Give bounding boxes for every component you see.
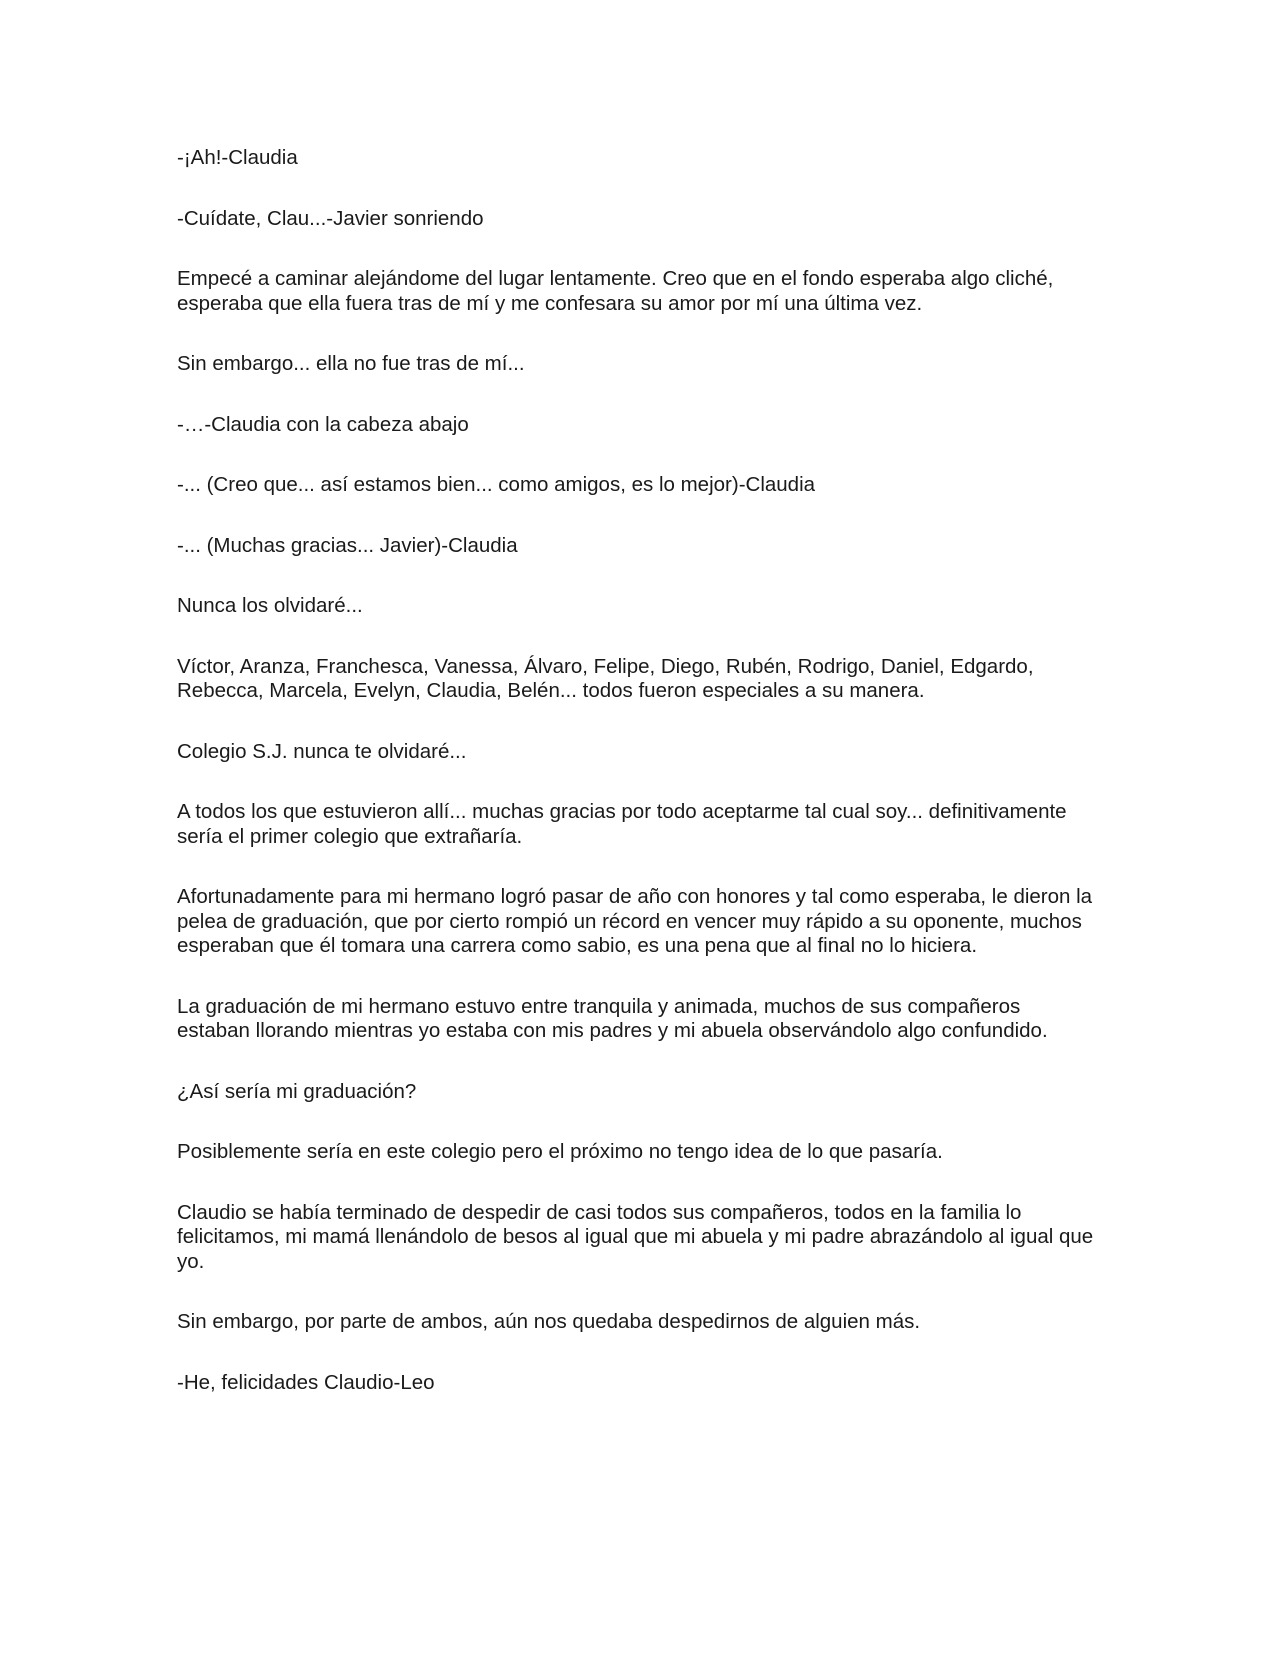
paragraph: Claudio se había terminado de despedir de casi todos sus compañeros, todos en la familia lo felicitamos, mi mamá llenándolo de besos al igual que mi abuela y mi padre abrazándolo al igual que yo. bbox=[177, 1200, 1094, 1273]
paragraph: Víctor, Aranza, Franchesca, Vanessa, Álvaro, Felipe, Diego, Rubén, Rodrigo, Daniel, Edgardo, Rebecca, Marcela, Evelyn, Claudia, Belén... todos fueron especiales a su manera. bbox=[177, 654, 1034, 702]
paragraph: -... (Muchas gracias... Javier)-Claudia bbox=[177, 533, 518, 557]
document-body bbox=[177, 146, 1097, 1431]
paragraph: -…-Claudia con la cabeza abajo bbox=[177, 412, 469, 436]
paragraph: -He, felicidades Claudio-Leo bbox=[177, 1370, 435, 1394]
paragraph: Afortunadamente para mi hermano logró pasar de año con honores y tal como esperaba, le dieron la pelea de graduación, que por cierto rompió un récord en vencer muy rápido a su oponente, muchos esperaban que él tomara una carrera como sabio, es una pena que al final no lo hiciera. bbox=[177, 885, 1093, 957]
paragraph: Posiblemente sería en este colegio pero el próximo no tengo idea de lo que pasaría. bbox=[177, 1140, 943, 1163]
paragraph: Sin embargo... ella no fue tras de mí... bbox=[177, 352, 525, 375]
paragraph: -Cuídate, Clau...-Javier sonriendo bbox=[177, 206, 484, 230]
paragraph: ¿Así sería mi graduación? bbox=[177, 1079, 417, 1103]
paragraph: Empecé a caminar alejándome del lugar lentamente. Creo que en el fondo esperaba algo cliché, esperaba que ella fuera tras de mí y me confesara su amor por mí una última vez. bbox=[177, 267, 1054, 315]
paragraph: -... (Creo que... así estamos bien... como amigos, es lo mejor)-Claudia bbox=[177, 473, 816, 496]
paragraph: Nunca los olvidaré... bbox=[177, 594, 363, 617]
paragraph: Sin embargo, por parte de ambos, aún nos quedaba despedirnos de alguien más. bbox=[177, 1310, 921, 1333]
paragraph: La graduación de mi hermano estuvo entre tranquila y animada, muchos de sus compañeros estaban llorando mientras yo estaba con mis padres y mi abuela observándolo algo confundido. bbox=[177, 994, 1048, 1042]
paragraph: A todos los que estuvieron allí... muchas gracias por todo aceptarme tal cual soy... definitivamente sería el primer colegio que extrañaría. bbox=[177, 800, 1067, 848]
paragraph: -¡Ah!-Claudia bbox=[177, 146, 298, 169]
paragraph: Colegio S.J. nunca te olvidaré... bbox=[177, 739, 467, 763]
